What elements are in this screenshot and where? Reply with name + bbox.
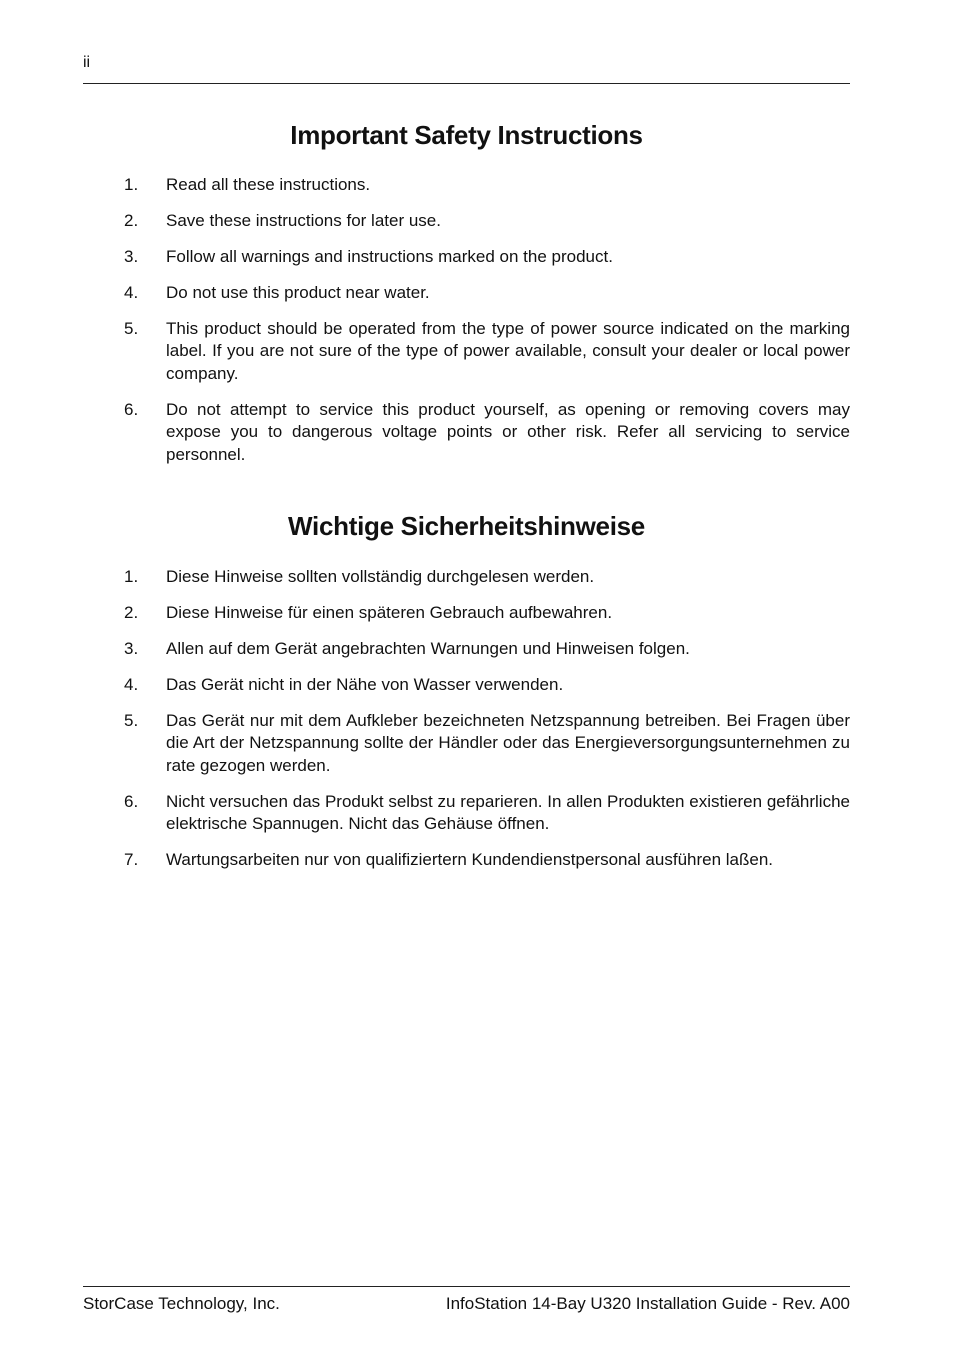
item-text: Do not use this product near water.: [166, 283, 430, 302]
english-section-title: Important Safety Instructions: [290, 120, 643, 150]
list-item: [0, 282, 850, 304]
german-instruction-list: [0, 566, 954, 885]
footer-rule: [83, 1286, 850, 1287]
item-text: Allen auf dem Gerät angebrachten Warnungen und Hinweisen folgen.: [166, 639, 690, 658]
list-item: [0, 174, 850, 196]
item-number: 5.: [124, 319, 139, 338]
item-text: Nicht versuchen das Produkt selbst zu reparieren. In allen Produkten existieren gefährliche elektrische Spannugen. Nicht das Gehäuse öffnen.: [166, 791, 850, 834]
list-item: [0, 710, 850, 777]
item-number: 2.: [124, 211, 139, 230]
item-text: This product should be operated from the type of power source indicated on the marking label. If you are not sure of the type of power available, consult your dealer or local power company.: [166, 319, 850, 383]
list-item: [0, 674, 850, 696]
list-item: [0, 566, 850, 588]
item-number: 4.: [124, 675, 139, 694]
item-number: 4.: [124, 283, 139, 302]
list-item: [0, 318, 850, 385]
item-text: Save these instructions for later use.: [166, 211, 441, 230]
item-text: Read all these instructions.: [166, 175, 371, 194]
item-text: Diese Hinweise für einen späteren Gebrauch aufbewahren.: [166, 603, 613, 622]
item-number: 1.: [124, 567, 139, 586]
list-item: [0, 602, 850, 624]
list-item: [0, 399, 850, 466]
item-text: Das Gerät nur mit dem Aufkleber bezeichneten Netzspannung betreiben. Bei Fragen über die Art der Netzspannung sollte der Händler oder das Energieversorgungsunternehmen zu rate gezogen werden.: [166, 711, 850, 775]
item-text: Do not attempt to service this product yourself, as opening or removing covers may expose you to dangerous voltage points or other risk. Refer all servicing to service personnel.: [166, 399, 850, 464]
list-item: [0, 638, 850, 660]
header-rule: [83, 83, 850, 84]
item-number: 3.: [124, 247, 139, 266]
list-item: [0, 791, 850, 836]
item-number: 1.: [124, 175, 139, 194]
list-item: [0, 849, 850, 871]
item-number: 3.: [124, 639, 139, 658]
item-text: Wartungsarbeiten nur von qualifiziertern Kundendienstpersonal ausführen laßen.: [166, 850, 774, 870]
list-item: [0, 210, 850, 232]
english-instruction-list: [0, 174, 954, 480]
item-text: Diese Hinweise sollten vollständig durchgelesen werden.: [166, 567, 595, 586]
item-number: 7.: [124, 850, 139, 870]
footer-document-title: InfoStation 14-Bay U320 Installation Guide - Rev. A00: [445, 1294, 850, 1313]
page-number: ii: [83, 54, 91, 71]
german-section-title: Wichtige Sicherheitshinweise: [288, 511, 645, 541]
list-item: [0, 246, 850, 268]
item-number: 6.: [124, 791, 139, 811]
footer-company: StorCase Technology, Inc.: [83, 1294, 280, 1313]
item-number: 5.: [124, 711, 139, 730]
item-number: 6.: [124, 399, 139, 419]
item-text: Follow all warnings and instructions marked on the product.: [166, 247, 613, 266]
item-text: Das Gerät nicht in der Nähe von Wasser verwenden.: [166, 675, 564, 694]
item-number: 2.: [124, 603, 139, 622]
